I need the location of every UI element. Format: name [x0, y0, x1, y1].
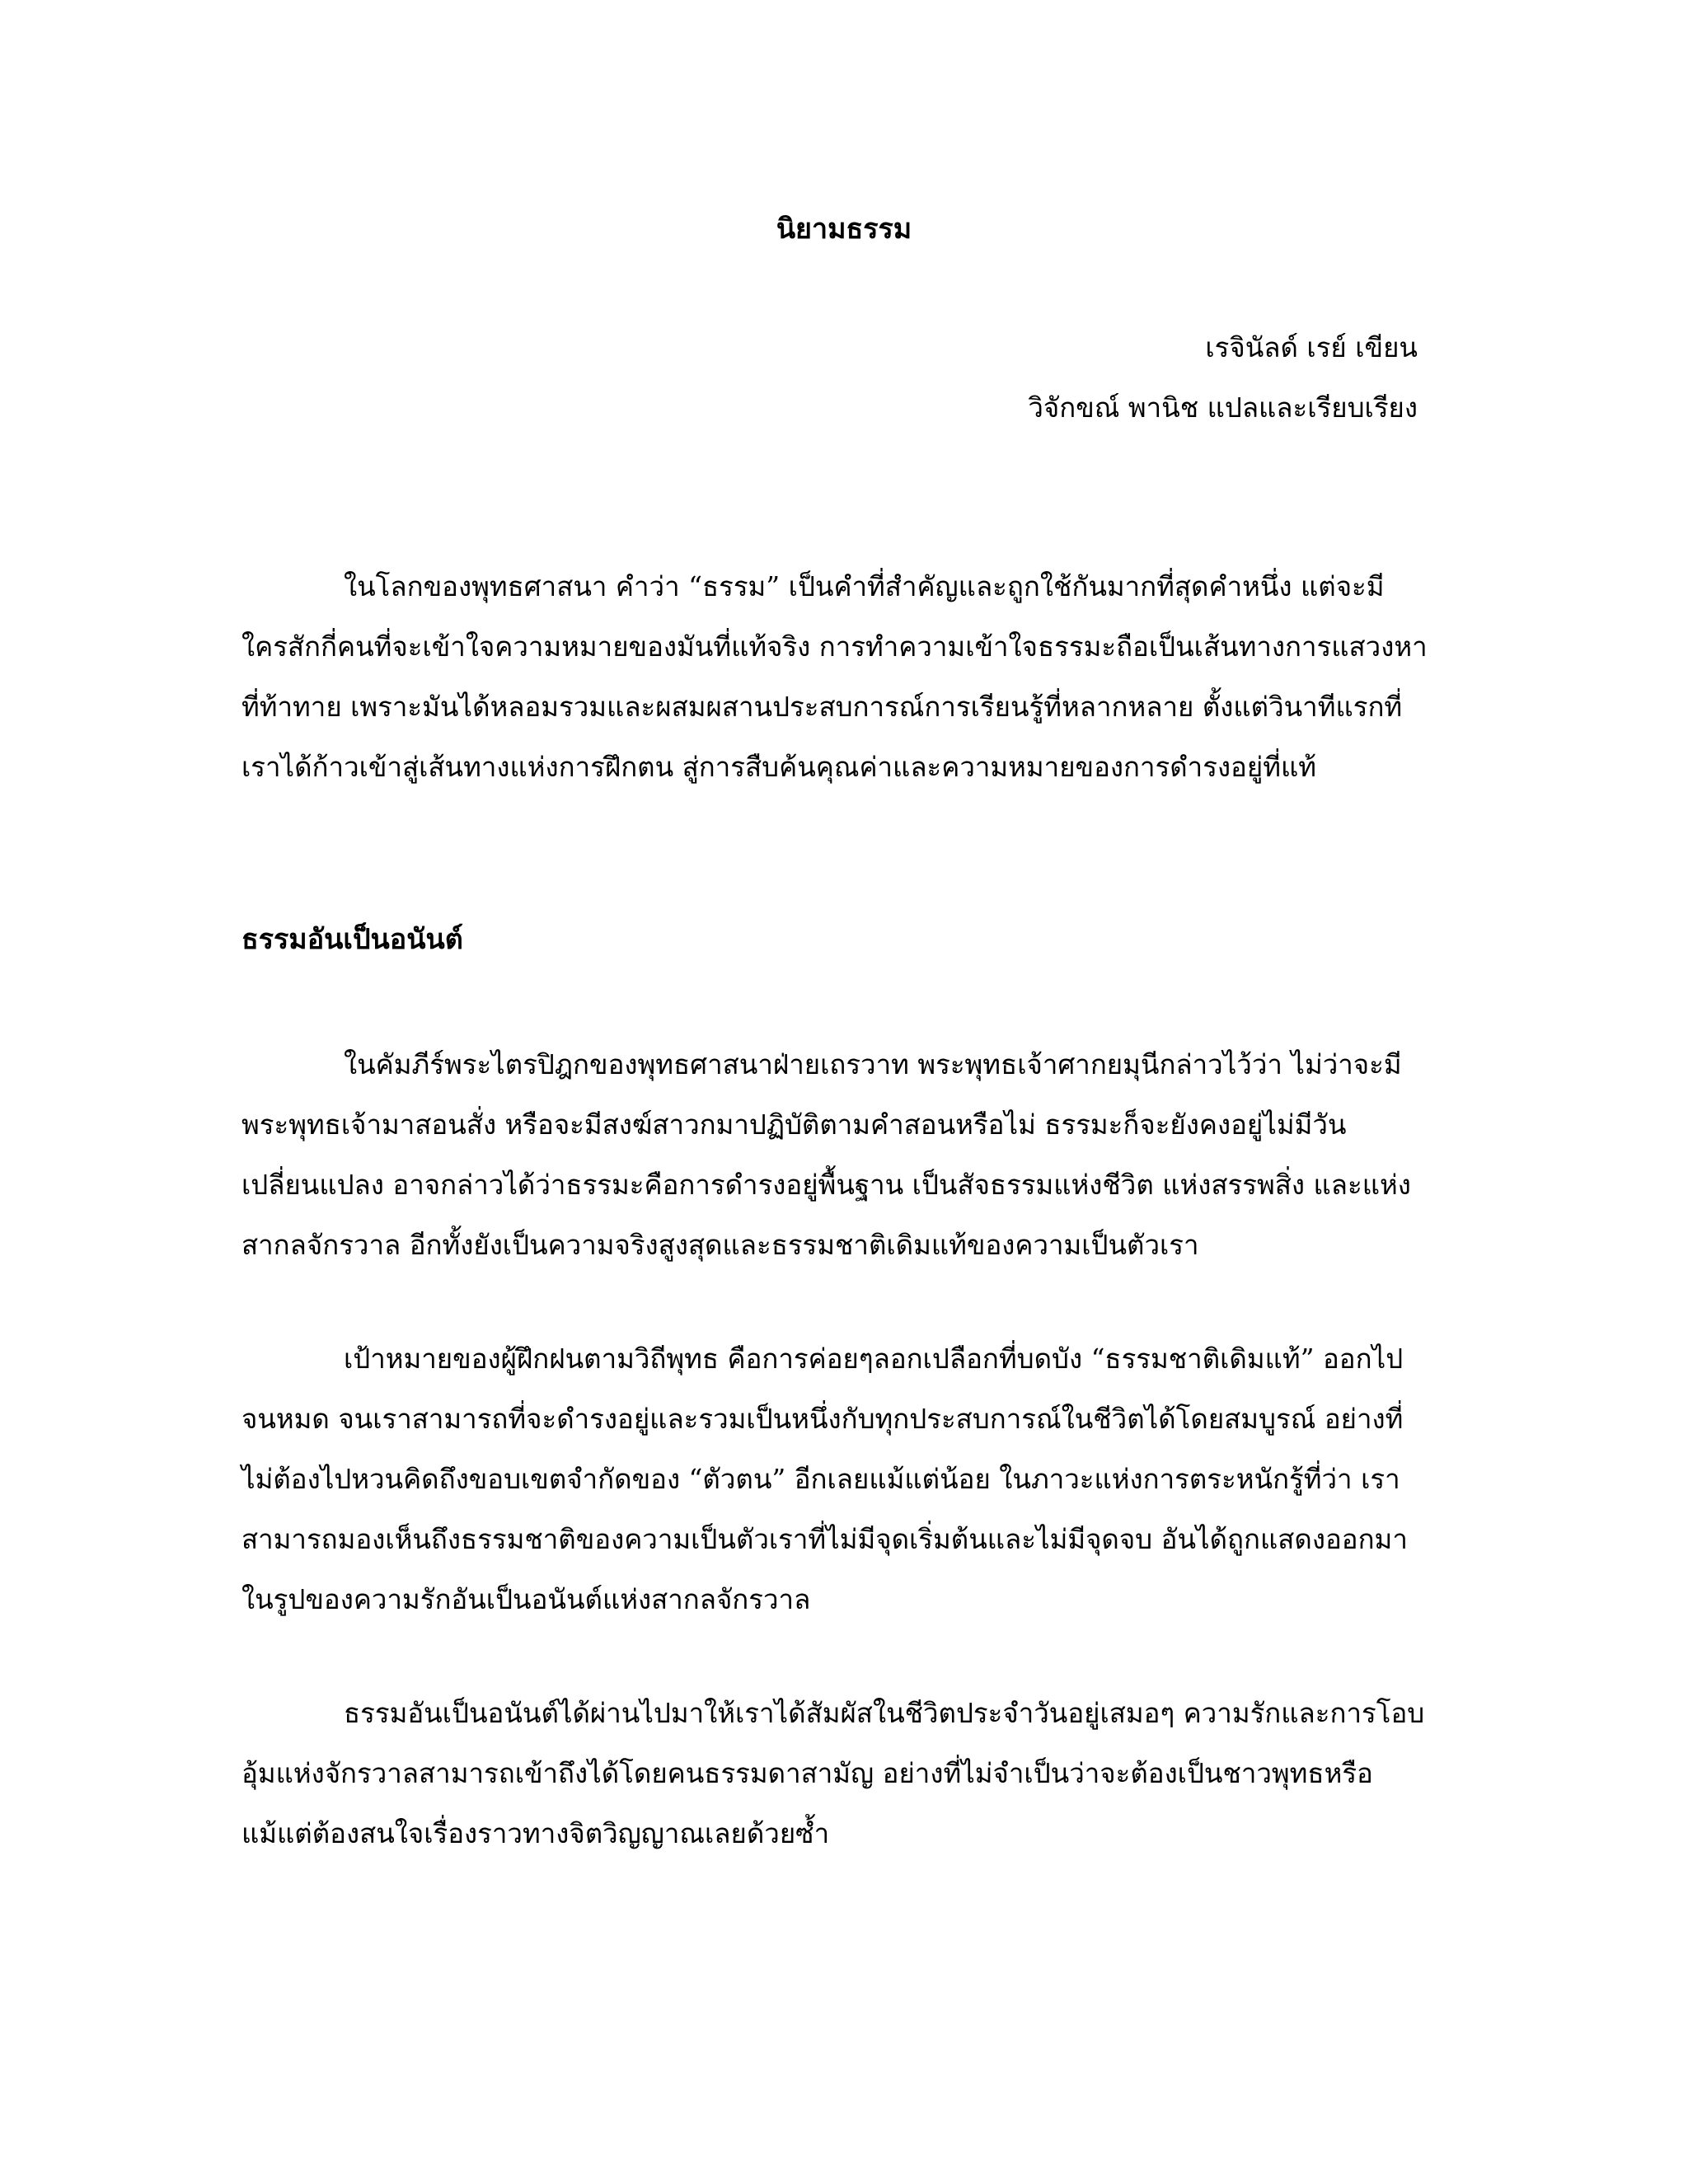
body-paragraph: ในคัมภีร์พระไตรปิฎกของพุทธศาสนาฝ่ายเถรวาท พระพุทธเจ้าศากยมุนีกล่าวไว้ว่า ไม่ว่าจะมีพระพุทธเจ้ามาสอนสั่ง หรือจะมีสงฆ์สาวกมาปฏิบัติตามคำสอนหรือไม่ ธรรมะก็จะยังคงอยู่ไม่มีวันเปลี่ยนแปลง อาจกล่าวได้ว่าธรรมะคือการดำรงอยู่พื้นฐาน เป็นสัจธรรมแห่งชีวิต แห่งสรรพสิ่ง และแห่งสากลจักรวาล อีกทั้งยังเป็นความจริงสูงสุดและธรรมชาติเดิมแท้ของความเป็นตัวเรา: [241, 1048, 1411, 1261]
translator-credit: วิจักขณ์ พานิช แปลและเรียบเรียง: [1028, 391, 1418, 424]
intro-paragraph: ในโลกของพุทธศาสนา คำว่า “ธรรม” เป็นคำที่สำคัญและถูกใช้กันมากที่สุดคำหนึ่ง แต่จะมีใครสักกี่คนที่จะเข้าใจความหมายของมันที่แท้จริง การทำความเข้าใจธรรมะถือเป็นเส้นทางการแสวงหาที่ท้าทาย เพราะมันได้หลอมรวมและผสมผสานประสบการณ์การเรียนรู้ที่หลากหลาย ตั้งแต่วินาทีแรกที่เราได้ก้าวเข้าสู่เส้นทางแห่งการฝึกตน สู่การสืบค้นคุณค่าและความหมายของการดำรงอยู่ที่แท้: [241, 570, 1428, 783]
author-credit: เรจินัลด์ เรย์ เขียน: [1205, 331, 1418, 363]
section-heading: ธรรมอันเป็นอนันต์: [241, 923, 463, 956]
body-paragraph: เป้าหมายของผู้ฝึกฝนตามวิถีพุทธ คือการค่อยๆลอกเปลือกที่บดบัง “ธรรมชาติเดิมแท้” ออกไปจนหมด จนเราสามารถที่จะดำรงอยู่และรวมเป็นหนึ่งกับทุกประสบการณ์ในชีวิตได้โดยสมบูรณ์ อย่างที่ไม่ต้องไปหวนคิดถึงขอบเขตจำกัดของ “ตัวตน” อีกเลยแม้แต่น้อย ในภาวะแห่งการตระหนักรู้ที่ว่า เราสามารถมองเห็นถึงธรรมชาติของความเป็นตัวเราที่ไม่มีจุดเริ่มต้นและไม่มีจุดจบ อันได้ถูกแสดงออกมาในรูปของความรักอันเป็นอนันต์แห่งสากลจักรวาล: [241, 1343, 1408, 1615]
document-title: นิยามธรรม: [776, 213, 912, 246]
body-paragraph: ธรรมอันเป็นอนันต์ได้ผ่านไปมาให้เราได้สัมผัสในชีวิตประจำวันอยู่เสมอๆ ความรักและการโอบอุ้มแห่งจักรวาลสามารถเข้าถึงได้โดยคนธรรมดาสามัญ อย่างที่ไม่จำเป็นว่าจะต้องเป็นชาวพุทธหรือแม้แต่ต้องสนใจเรื่องราวทางจิตวิญญาณเลยด้วยซ้ำ: [241, 1697, 1425, 1849]
